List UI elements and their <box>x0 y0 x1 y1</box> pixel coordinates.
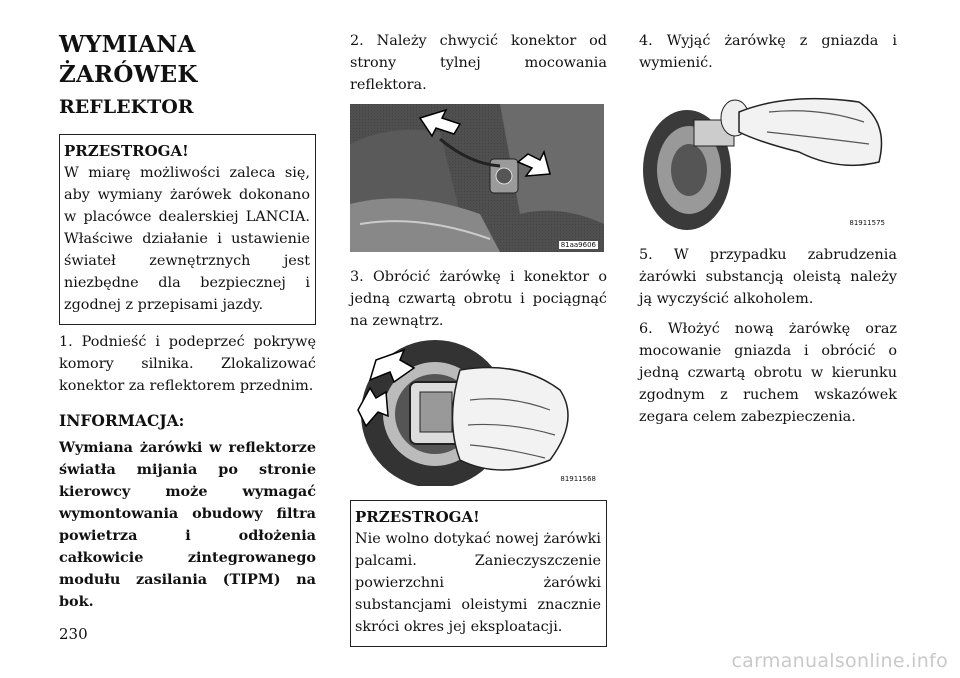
figure-ref-3: 81911575 <box>849 219 885 227</box>
remove-bulb-illustration <box>639 82 893 230</box>
middle-column <box>350 30 607 647</box>
page-number: 230 <box>59 625 88 643</box>
caution-title-2: PRZESTROGA! <box>355 508 480 526</box>
info-text: Wymiana żarówki w reflektorze światła mijania po stronie kierowcy może wymagać wymontowania obudowy filtra powietrza i odłożenia całkowicie zintegrowanego modułu zasilania (TIPM) na bok. <box>59 439 316 610</box>
left-column <box>59 30 316 613</box>
info-title: INFORMACJA: <box>59 411 185 430</box>
watermark: carmanualsonline.info <box>731 650 948 672</box>
caution-title: PRZESTROGA! <box>64 142 189 160</box>
step-1: 1. Podnieść i podeprzeć pokrywę komory silnika. Zlokalizować konektor za reflektorem przednim. <box>59 334 316 394</box>
rotate-bulb-illustration <box>350 340 604 486</box>
figure-ref-2: 81911568 <box>560 475 596 483</box>
section-title: REFLEKTOR <box>59 96 194 118</box>
connector-illustration <box>350 104 604 252</box>
figure-ref-1: 81aa9606 <box>560 241 596 249</box>
step-2: 2. Należy chwycić konektor od strony tylnej mocowania reflektora. <box>350 33 607 93</box>
caution-box <box>59 134 316 325</box>
right-column <box>639 30 897 428</box>
figure-rotate-bulb <box>350 340 604 486</box>
step-3: 3. Obrócić żarówkę i konektor o jedną czwartą obrotu i pociągnąć na zewnątrz. <box>350 269 607 329</box>
step-5: 5. W przypadku zabrudzenia żarówki substancją oleistą należy ją wyczyścić alkoholem. <box>639 247 897 307</box>
caution-text-2: Nie wolno dotykać nowej żarówki palcami. Zanieczyszczenie powierzchni żarówki substancjami oleistymi znacznie skróci okres jej eksploatacji. <box>355 531 601 635</box>
caution-text: W miarę możliwości zaleca się, aby wymiany żarówek dokonano w placówce dealerskiej LANCIA. Właściwe działanie i ustawienie świateł zewnętrznych jest niezbędne dla bezpiecznej i zgodnej z przepisami jazdy. <box>64 165 310 313</box>
step-4: 4. Wyjąć żarówkę z gniazda i wymienić. <box>639 33 897 71</box>
caution-box-2 <box>350 500 607 647</box>
step-6: 6. Włożyć nową żarówkę oraz mocowanie gniazda i obrócić o jedną czwartą obrotu w kierunku zgodnym z ruchem wskazówek zegara celem zabezpieczenia. <box>639 321 897 425</box>
figure-connector-photo <box>350 104 604 252</box>
figure-remove-bulb <box>639 82 893 230</box>
page-title: WYMIANA ŻARÓWEK <box>59 31 198 88</box>
